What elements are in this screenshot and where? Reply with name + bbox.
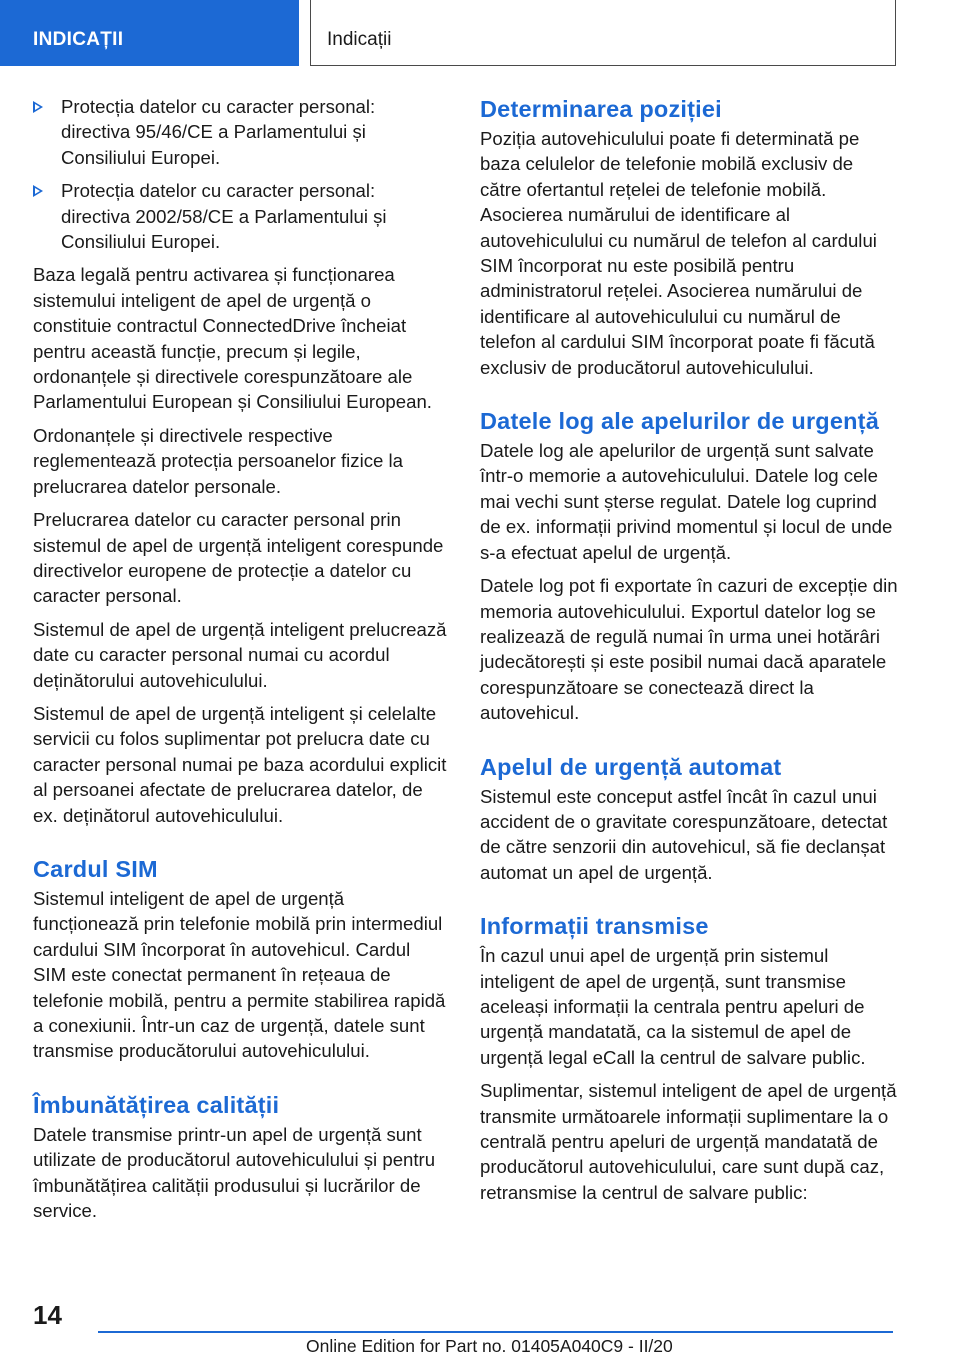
- left-column: [33, 94, 448, 1231]
- footer-divider: [98, 1331, 893, 1333]
- paragraph: Datele log ale apelurilor de urgență sunt salvate într-o memorie a autovehiculului. Datele log cele mai vechi sunt șterse regulat. Datele log cuprind de ex. informații privind momentul și locul de unde s-a efectuat apelul de urgență.: [480, 440, 893, 563]
- triangle-bullet-icon: [33, 101, 43, 113]
- heading-position: Determinarea poziției: [480, 96, 722, 122]
- page-number: 14: [33, 1300, 62, 1330]
- paragraph: Prelucrarea datelor cu caracter personal prin sistemul de apel de urgență inteligent corespunde directivelor europene de protecție a datelor cu caracter personal.: [33, 509, 444, 607]
- paragraph: Poziția autovehiculului poate fi determinată pe baza celulelor de telefonie mobilă exclusiv de către ofertantul rețelei de telefonie mobilă. Asocierea numărului de identificare al autovehiculului cu numărul de telefon al cardului SIM încorporat nu este posibilă pentru administratorul rețelei. Asocierea numărului de identificare al autovehiculului cu numărul de telefon al cardului SIM încorporat poate fi făcută exclusiv de producătorul autovehiculului.: [480, 128, 877, 378]
- paragraph: În cazul unui apel de urgență prin sistemul inteligent de apel de urgență, sunt transmise aceleași informații la centrala pentru apeluri de urgență mandatată, ca la sistemul de apel de urgență legal eCall la centrul de salvare public.: [480, 945, 866, 1068]
- page-header: [0, 0, 960, 66]
- paragraph: Sistemul de apel de urgență inteligent și celelalte servicii cu folos suplimentar pot prelucra date cu caracter personal numai pe baza acordului explicit al persoanei afectate de prelucrarea datelor, de ex. deținătorul autovehiculului.: [33, 702, 447, 826]
- paragraph: Sistemul inteligent de apel de urgență funcționează prin telefonie mobilă prin intermediul cardului SIM încorporat în autovehicul. Cardul SIM este conectat permanent în rețeaua de telefonie mobilă, pentru a permite stabilirea rapidă a conexiunii. Într-un caz de urgență, datele sunt transmise producătorului autovehiculului.: [33, 887, 446, 1062]
- paragraph: Sistemul de apel de urgență inteligent prelucrează date cu caracter personal numai cu acordul deținătorului autovehiculului.: [33, 618, 447, 691]
- paragraph: Baza legală pentru activarea și funcționarea sistemului inteligent de apel de urgență o constituie contractul ConnectedDrive încheiat pentru această funcție, precum și legile, ordonanțele și directivele corespunzătoare ale Parlamentului European și Consiliului European.: [33, 264, 432, 413]
- heading-transmitted-info: Informații transmise: [480, 913, 709, 940]
- paragraph: Ordonanțele și directivele respective reglementează protecția persoanelor fizice la prelucrarea datelor personale.: [33, 424, 404, 497]
- paragraph: Datele log pot fi exportate în cazuri de excepție din memoria autovehiculului. Exportul datelor log se realizează de regulă numai în urma unei hotărâri judecătorești și este posibil numai dacă aparatele corespunzătoare se conectează direct la autovehicul.: [480, 575, 898, 724]
- list-item-text: Protecția datelor cu caracter personal: directiva 95/46/CE a Parlamentului și Consiliului Europei.: [61, 96, 376, 168]
- chapter-tab[interactable]: INDICAȚII: [0, 0, 299, 66]
- paragraph: Datele transmise printr-un apel de urgență sunt utilizate de producătorul autovehiculului și pentru îmbunătățirea calității produsului și lucrărilor de service.: [33, 1123, 436, 1222]
- heading-quality: Îmbunătățirea calității: [33, 1091, 280, 1118]
- triangle-bullet-icon: [33, 185, 43, 197]
- edition-note: Online Edition for Part no. 01405A040C9 - II/20: [306, 1336, 673, 1356]
- list-item: [33, 178, 448, 254]
- heading-sim-card: Cardul SIM: [33, 855, 158, 882]
- section-title: Indicații: [310, 0, 896, 66]
- paragraph: Suplimentar, sistemul inteligent de apel de urgență transmite următoarele informații suplimentare la o centrală pentru apeluri de urgență mandatată de producătorul autovehiculului, care sunt după caz, retransmise la centrul de salvare public:: [480, 1080, 897, 1203]
- heading-automatic-call: Apelul de urgență automat: [480, 753, 782, 780]
- list-item-text: Protecția datelor cu caracter personal: directiva 2002/58/CE a Parlamentului și Consiliului Europei.: [61, 180, 387, 253]
- paragraph: Sistemul este conceput astfel încât în cazul unui accident de o gravitate corespunzătoare, detectat de către senzorii din autovehicul, să fie declanșat automat un apel de urgență.: [480, 785, 888, 883]
- right-column: [480, 94, 898, 1213]
- heading-log-data: Datele log ale apelurilor de urgență: [480, 408, 879, 435]
- list-item: [33, 94, 448, 170]
